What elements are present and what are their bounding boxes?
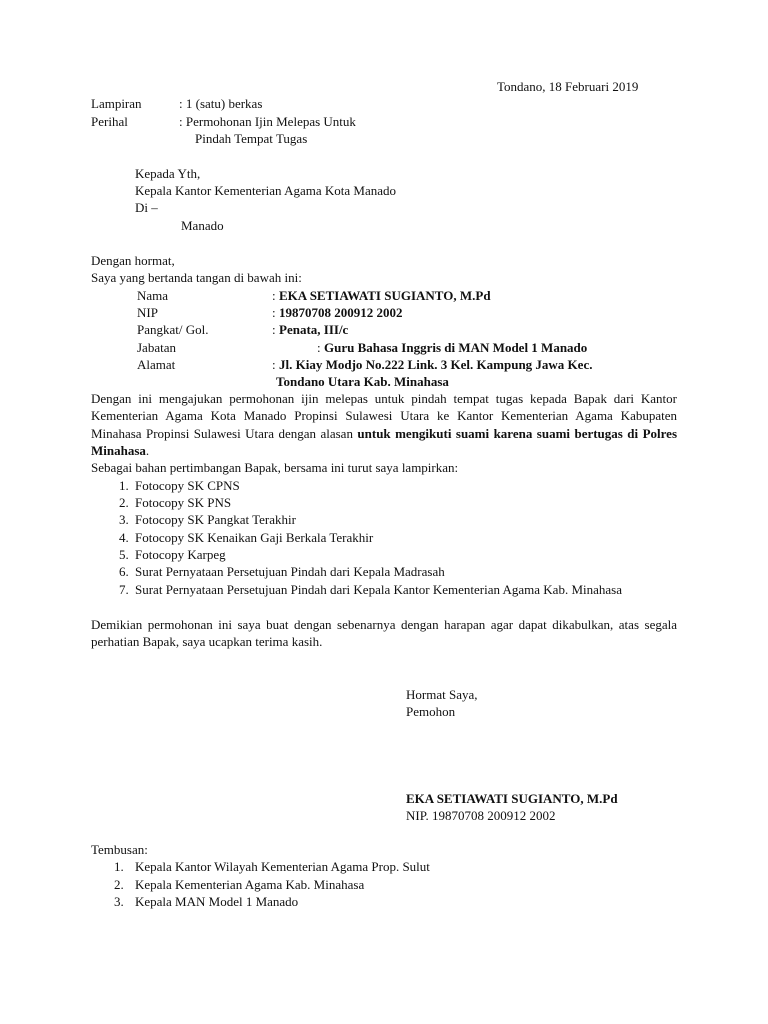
signature-salutation: Hormat Saya, — [406, 687, 478, 702]
tembusan-title: Tembusan: — [91, 842, 148, 857]
pangkat-colon: : — [272, 322, 276, 337]
nama-value: EKA SETIAWATI SUGIANTO, M.Pd — [279, 288, 491, 303]
place-date: Tondano, 18 Februari 2019 — [497, 79, 639, 94]
list-item-number: 2. — [114, 877, 124, 892]
list-item: Kepala Kantor Wilayah Kementerian Agama Prop. Sulut — [135, 859, 430, 874]
list-item: Fotocopy SK CPNS — [135, 478, 240, 493]
signature-role: Pemohon — [406, 704, 456, 719]
list-item-number: 5. — [119, 547, 129, 562]
jabatan-label: Jabatan — [137, 340, 176, 355]
signature-nip: NIP. 19870708 200912 2002 — [406, 808, 556, 823]
addressee-line2: Kepala Kantor Kementerian Agama Kota Manado — [135, 183, 396, 198]
addressee-line4: Manado — [181, 218, 224, 233]
attachments-intro: Sebagai bahan pertimbangan Bapak, bersama ini turut saya lampirkan: — [91, 460, 459, 475]
list-item: Surat Pernyataan Persetujuan Pindah dari Kepala Kantor Kementerian Agama Kab. Minahasa — [135, 582, 622, 597]
greeting: Dengan hormat, — [91, 253, 175, 268]
jabatan-value: Guru Bahasa Inggris di MAN Model 1 Manado — [324, 340, 588, 355]
pangkat-value: Penata, III/c — [279, 322, 349, 337]
nip-label: NIP — [137, 305, 158, 320]
nama-label: Nama — [137, 288, 169, 303]
list-item: Fotocopy SK Pangkat Terakhir — [135, 512, 296, 527]
pangkat-label: Pangkat/ Gol. — [137, 322, 209, 337]
list-item-number: 6. — [119, 564, 129, 579]
perihal-value-line1: : Permohonan Ijin Melepas Untuk — [179, 114, 356, 129]
alamat-label: Alamat — [137, 357, 176, 372]
list-item-number: 7. — [119, 582, 129, 597]
nip-value: 19870708 200912 2002 — [279, 305, 403, 320]
list-item-number: 2. — [119, 495, 129, 510]
list-item: Fotocopy Karpeg — [135, 547, 226, 562]
alamat-colon: : — [272, 357, 276, 372]
nip-colon: : — [272, 305, 276, 320]
lampiran-label: Lampiran — [91, 96, 142, 111]
perihal-label: Perihal — [91, 114, 128, 129]
closing-paragraph: Demikian permohonan ini saya buat dengan sebenarnya dengan harapan agar dapat dikabulkan, atas segala perhatian Bapak, saya ucapkan terima kasih. — [91, 617, 677, 650]
intro-text: Saya yang bertanda tangan di bawah ini: — [91, 270, 302, 285]
body-paragraph-text: Dengan ini mengajukan permohonan ijin melepas untuk pindah tempat tugas kepada Bapak dari Kantor Kementerian Agama Kota Manado Propinsi Sulawesi Utara ke Kantor Kementerian Agama Kabupaten Minahasa Propinsi Sulawesi Utara dengan alasan — [91, 391, 677, 441]
list-item-number: 3. — [114, 894, 124, 909]
list-item: Kepala MAN Model 1 Manado — [135, 894, 299, 909]
list-item-number: 3. — [119, 512, 129, 527]
body-paragraph-reason: untuk mengikuti suami karena suami bertugas di Polres Minahasa — [91, 425, 677, 459]
addressee-line1: Kepada Yth, — [135, 166, 201, 181]
addressee-line3: Di – — [135, 200, 158, 215]
list-item: Kepala Kementerian Agama Kab. Minahasa — [135, 877, 365, 892]
jabatan-colon: : — [317, 340, 321, 355]
body-paragraph-end: . — [145, 443, 150, 459]
lampiran-value: : 1 (satu) berkas — [179, 96, 263, 111]
alamat-value-line1: Jl. Kiay Modjo No.222 Link. 3 Kel. Kampung Jawa Kec. — [279, 357, 593, 372]
list-item-number: 1. — [114, 859, 124, 874]
alamat-value-line2: Tondano Utara Kab. Minahasa — [276, 374, 449, 389]
list-item-number: 4. — [119, 530, 129, 545]
list-item-number: 1. — [119, 478, 129, 493]
list-item: Fotocopy SK PNS — [135, 495, 232, 510]
perihal-value-line2: Pindah Tempat Tugas — [195, 131, 308, 146]
body-paragraph — [91, 390, 677, 460]
nama-colon: : — [272, 288, 276, 303]
signature-name: EKA SETIAWATI SUGIANTO, M.Pd — [406, 791, 618, 806]
list-item: Fotocopy SK Kenaikan Gaji Berkala Terakhir — [135, 530, 374, 545]
list-item: Surat Pernyataan Persetujuan Pindah dari Kepala Madrasah — [135, 564, 445, 579]
